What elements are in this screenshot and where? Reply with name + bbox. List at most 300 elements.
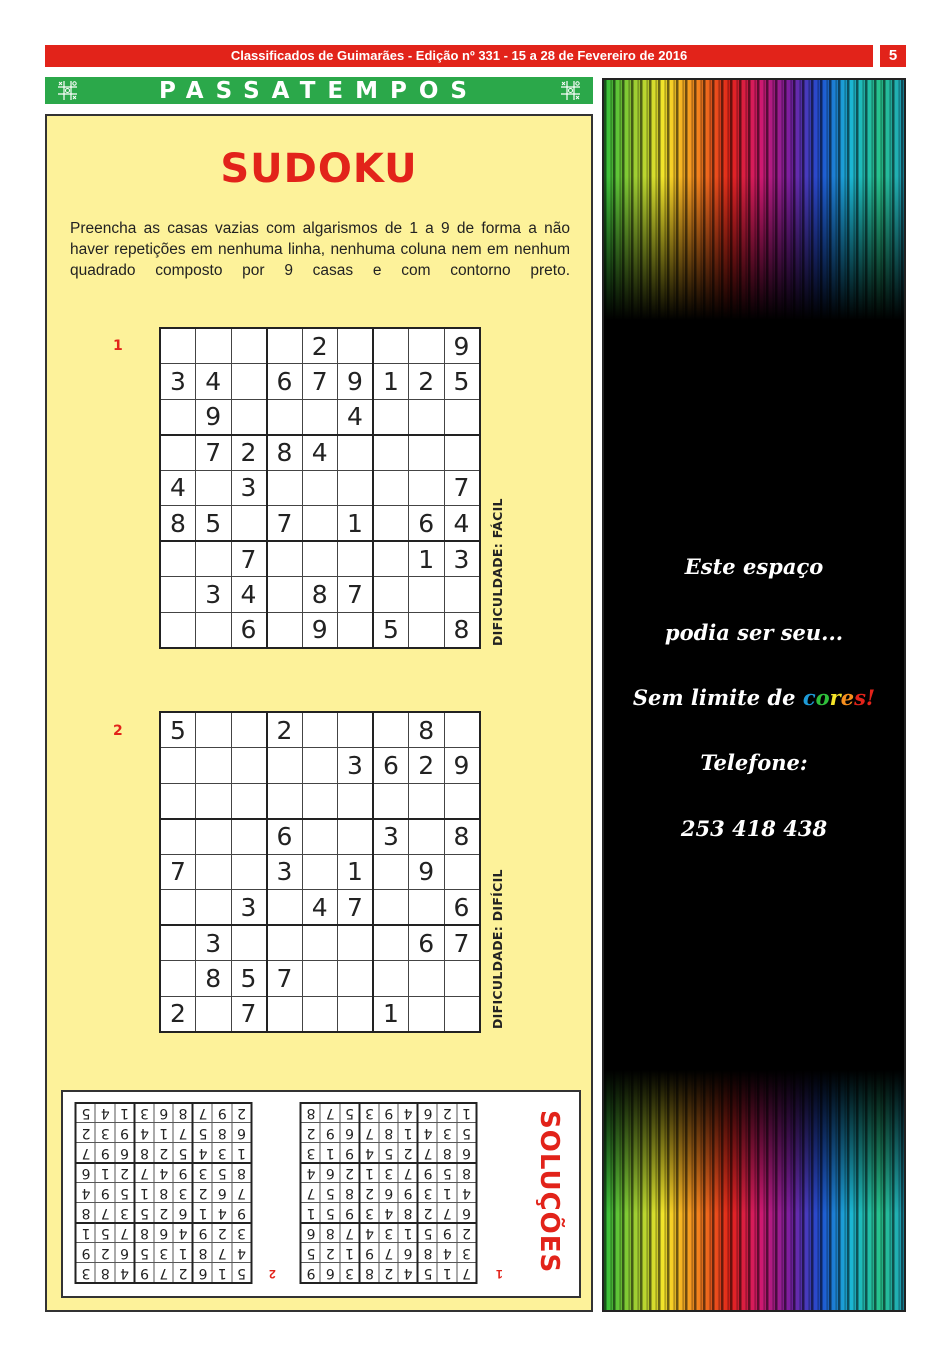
solution-cell: 8	[399, 1203, 419, 1223]
solution-cell: 8	[232, 1163, 252, 1183]
solution-cell: 2	[321, 1243, 341, 1263]
colorful-letter: s	[854, 685, 866, 710]
solution-cell: 2	[340, 1163, 360, 1183]
sudoku-cell	[196, 712, 232, 748]
sudoku-title: SUDOKU	[220, 146, 418, 192]
solution-cell: 9	[321, 1123, 341, 1143]
solution-cell: 7	[174, 1123, 194, 1143]
sudoku-cell: 3	[373, 819, 409, 855]
solution-cell: 9	[399, 1183, 419, 1203]
solution-cell: 1	[340, 1243, 360, 1263]
sudoku-cell	[302, 996, 338, 1032]
sudoku-cell: 4	[231, 577, 267, 613]
sudoku-cell	[409, 890, 445, 926]
solution-cell: 7	[321, 1103, 341, 1123]
sudoku-cell: 7	[267, 961, 303, 997]
solution-number: 2	[269, 1267, 276, 1281]
solution-cell: 6	[232, 1123, 252, 1143]
solution-cell: 4	[193, 1143, 213, 1163]
sudoku-cell: 3	[196, 577, 232, 613]
sudoku-cell	[409, 612, 445, 648]
sudoku-cell: 4	[338, 399, 374, 435]
header-text: Classificados de Guimarães - Edição nº 331 - 15 a 28 de Fevereiro de 2016	[230, 48, 688, 63]
solution-cell: 1	[301, 1203, 321, 1223]
sudoku-cell	[160, 577, 196, 613]
sudoku-cell	[373, 328, 409, 364]
sudoku-cell: 9	[196, 399, 232, 435]
sudoku-cell: 5	[231, 961, 267, 997]
solution-cell: 9	[76, 1243, 96, 1263]
solution-cell: 3	[301, 1143, 321, 1163]
sudoku-cell: 3	[196, 925, 232, 961]
sudoku-cell: 2	[409, 748, 445, 784]
solution-cell: 4	[418, 1123, 438, 1143]
solution-cell: 3	[438, 1123, 458, 1143]
sudoku-cell	[267, 470, 303, 506]
sudoku-cell: 2	[231, 435, 267, 471]
solution-cell: 3	[418, 1183, 438, 1203]
solution-cell: 8	[340, 1183, 360, 1203]
solution-cell: 4	[399, 1263, 419, 1283]
solution-cell: 8	[360, 1263, 380, 1283]
puzzle-number: 1	[113, 338, 123, 354]
sudoku-cell	[231, 748, 267, 784]
solution-cell: 1	[174, 1243, 194, 1263]
sudoku-cell: 9	[409, 854, 445, 890]
stripe-streaks-top	[604, 80, 904, 320]
solution-cell: 7	[115, 1223, 135, 1243]
solution-cell: 9	[340, 1203, 360, 1223]
sudoku-cell: 7	[338, 890, 374, 926]
sudoku-cell	[302, 399, 338, 435]
solution-cell: 3	[174, 1183, 194, 1203]
solution-1	[300, 1102, 478, 1284]
solution-cell: 4	[154, 1163, 174, 1183]
solution-cell: 5	[76, 1103, 96, 1123]
sudoku-cell	[338, 783, 374, 819]
solution-cell: 8	[135, 1143, 155, 1163]
sudoku-cell: 4	[302, 435, 338, 471]
sudoku-cell	[231, 712, 267, 748]
solution-cell: 5	[96, 1223, 116, 1243]
solution-cell: 6	[115, 1143, 135, 1163]
sudoku-panel: SUDOKU Preencha as casas vazias com algarismos de 1 a 9 de forma a não haver repetições em nenhuma linha, nenhuma coluna nem em nenhum quadrado composto por 9 casas e com contorno preto. 1 2 9 3 4 6 7 9 1 2 5 9 4 7 2 8 4 4 3 7 8 5 7 1 6 4 7 1 3 3 4 8 7 6 9 5 8 DIFICULDADE: FÁCIL 2 5 2 8 3 6 2 9 6 3 8 7 3 1 9 3 4 7 6 3 6 7 8 5 7 2 7 1 DIFICULDADE: DIFÍCIL 5 1 6 2 7 9 4 8 3 4 7 8 1 3 5 6 2 9 3 2 9 4 6 8 7 5 1 9 4 1 6 2 5 3 7 8 7 6 2 3 8 1 5 9 4 8 5 3 9 4 7 2 1 6 1 3 4 5 2 8 6 9 7 6 8 5 7 1 4 9 3 2 2 9 7 8 6 3 1 4 5 2 7 1 5 4 2 8 3 6 9 3 4 8 6 7 9 1 2 5 2 9 5 1 3 4 7 8 6 6 7 2 8 4 3 9 5 1 4 1 3 9 6 2 8 5 7 8 5 9 7 3 1 2 6 4 6 8 7 2 5 4 9 1 3 5 3 4 1 8 7 6 9 2 1 2 6 4 9 3 5 7 8 1 SOLUÇÕES	[45, 114, 593, 1312]
sudoku-cell	[338, 961, 374, 997]
solution-number: 1	[496, 1267, 503, 1281]
sudoku-cell: 9	[444, 328, 480, 364]
solution-cell: 7	[379, 1243, 399, 1263]
sudoku-cell	[444, 854, 480, 890]
solution-cell: 3	[213, 1143, 233, 1163]
solution-cell: 7	[96, 1203, 116, 1223]
sudoku-cell	[444, 399, 480, 435]
sudoku-cell	[267, 783, 303, 819]
solution-cell: 3	[76, 1263, 96, 1283]
sudoku-cell	[373, 712, 409, 748]
sudoku-cell: 2	[302, 328, 338, 364]
sudoku-cell	[196, 470, 232, 506]
ad-line-3-suffix: !	[865, 685, 876, 710]
sudoku-cell	[409, 328, 445, 364]
solution-cell: 5	[438, 1163, 458, 1183]
sudoku-cell: 7	[302, 364, 338, 400]
sudoku-cell: 6	[231, 612, 267, 648]
solution-cell: 9	[174, 1163, 194, 1183]
solution-cell: 3	[232, 1223, 252, 1243]
solution-cell: 6	[193, 1263, 213, 1283]
sudoku-cell	[373, 470, 409, 506]
solution-cell: 4	[399, 1103, 419, 1123]
solution-cell: 4	[457, 1183, 477, 1203]
sudoku-cell	[196, 541, 232, 577]
solution-cell: 1	[438, 1183, 458, 1203]
sudoku-cell	[444, 783, 480, 819]
sudoku-cell	[196, 854, 232, 890]
sudoku-cell	[302, 541, 338, 577]
solution-cell: 4	[301, 1163, 321, 1183]
solution-cell: 2	[399, 1143, 419, 1163]
solution-grid-1	[300, 1102, 478, 1284]
stripe-streaks-bottom	[604, 1070, 904, 1310]
sudoku-cell	[338, 819, 374, 855]
sudoku-cell	[373, 890, 409, 926]
solution-cell: 8	[379, 1123, 399, 1143]
sudoku-cell	[196, 890, 232, 926]
colorful-letter: c	[802, 685, 816, 710]
solution-cell: 7	[438, 1203, 458, 1223]
solution-cell: 5	[301, 1243, 321, 1263]
section-title: PASSATEMPOS	[159, 78, 479, 104]
solution-cell: 6	[418, 1103, 438, 1123]
sudoku-cell: 4	[444, 506, 480, 542]
sudoku-cell: 6	[409, 925, 445, 961]
sudoku-cell	[160, 328, 196, 364]
sudoku-cell	[231, 399, 267, 435]
solution-cell: 8	[213, 1123, 233, 1143]
solution-cell: 2	[457, 1223, 477, 1243]
solution-cell: 8	[154, 1183, 174, 1203]
colorful-word	[803, 685, 866, 710]
solution-cell: 3	[115, 1203, 135, 1223]
solution-cell: 6	[379, 1183, 399, 1203]
sudoku-cell	[160, 819, 196, 855]
sudoku-cell	[267, 925, 303, 961]
sudoku-cell: 7	[267, 506, 303, 542]
sudoku-cell	[444, 961, 480, 997]
solution-cell: 1	[321, 1143, 341, 1163]
solution-cell: 5	[135, 1203, 155, 1223]
sudoku-cell: 6	[267, 364, 303, 400]
sudoku-cell: 2	[160, 996, 196, 1032]
solution-cell: 2	[115, 1163, 135, 1183]
sudoku-cell	[160, 783, 196, 819]
sudoku-cell	[231, 925, 267, 961]
sudoku-cell: 5	[160, 712, 196, 748]
solution-cell: 1	[457, 1103, 477, 1123]
sudoku-cell	[160, 399, 196, 435]
solution-cell: 6	[154, 1103, 174, 1123]
solution-cell: 3	[360, 1203, 380, 1223]
solution-cell: 9	[379, 1103, 399, 1123]
sudoku-cell	[267, 541, 303, 577]
sudoku-cell: 9	[338, 364, 374, 400]
solution-cell: 5	[213, 1163, 233, 1183]
solution-cell: 1	[76, 1223, 96, 1243]
sudoku-cell	[196, 328, 232, 364]
sudoku-cell	[196, 748, 232, 784]
sudoku-cell: 6	[373, 748, 409, 784]
sudoku-cell: 3	[338, 748, 374, 784]
sudoku-cell	[373, 541, 409, 577]
solution-cell: 5	[232, 1263, 252, 1283]
solution-cell: 3	[379, 1223, 399, 1243]
sudoku-cell: 3	[160, 364, 196, 400]
sudoku-cell	[373, 399, 409, 435]
solution-cell: 7	[154, 1263, 174, 1283]
sudoku-cell: 2	[409, 364, 445, 400]
ad-phone-number: 253 418 438	[680, 816, 828, 841]
solution-cell: 1	[96, 1163, 116, 1183]
solution-cell: 5	[174, 1143, 194, 1163]
solution-cell: 9	[115, 1123, 135, 1143]
solution-cell: 4	[174, 1223, 194, 1243]
sudoku-cell: 6	[267, 819, 303, 855]
solution-cell: 3	[457, 1243, 477, 1263]
solution-cell: 6	[321, 1263, 341, 1283]
sudoku-cell: 7	[196, 435, 232, 471]
solution-cell: 5	[418, 1263, 438, 1283]
page-number: 5	[880, 45, 906, 67]
sudoku-grid-2	[159, 711, 481, 1033]
solution-cell: 2	[438, 1103, 458, 1123]
sudoku-grid-1	[159, 327, 481, 649]
sudoku-cell	[302, 819, 338, 855]
solution-cell: 5	[193, 1123, 213, 1143]
solution-cell: 1	[232, 1143, 252, 1163]
solution-cell: 1	[399, 1123, 419, 1143]
solution-cell: 3	[96, 1123, 116, 1143]
sudoku-cell	[409, 996, 445, 1032]
sudoku-cell: 1	[409, 541, 445, 577]
sudoku-cell	[409, 783, 445, 819]
sudoku-cell	[373, 925, 409, 961]
solution-cell: 3	[193, 1163, 213, 1183]
ad-line-3-prefix: Sem limite de	[632, 685, 803, 710]
solution-cell: 6	[154, 1223, 174, 1243]
sudoku-cell	[302, 506, 338, 542]
sudoku-cell	[373, 577, 409, 613]
sudoku-cell: 3	[231, 890, 267, 926]
sudoku-cell	[267, 748, 303, 784]
solution-cell: 3	[340, 1263, 360, 1283]
solution-cell: 9	[301, 1263, 321, 1283]
solution-cell: 4	[213, 1203, 233, 1223]
solution-cell: 2	[193, 1183, 213, 1203]
sudoku-cell: 7	[444, 925, 480, 961]
solution-cell: 4	[96, 1103, 116, 1123]
sudoku-cell: 9	[444, 748, 480, 784]
sudoku-cell	[196, 612, 232, 648]
sudoku-cell: 8	[267, 435, 303, 471]
sudoku-cell	[444, 577, 480, 613]
sudoku-cell: 8	[444, 612, 480, 648]
sudoku-cell: 1	[373, 364, 409, 400]
sudoku-cell: 8	[196, 961, 232, 997]
solution-cell: 2	[418, 1203, 438, 1223]
solution-cell: 8	[96, 1263, 116, 1283]
sudoku-cell: 6	[444, 890, 480, 926]
sudoku-cell: 2	[267, 712, 303, 748]
solution-cell: 8	[457, 1163, 477, 1183]
sudoku-cell	[373, 783, 409, 819]
sudoku-cell: 3	[444, 541, 480, 577]
solution-cell: 5	[321, 1183, 341, 1203]
sudoku-cell	[444, 435, 480, 471]
solution-cell: 3	[379, 1163, 399, 1183]
sudoku-cell	[267, 577, 303, 613]
tic-tac-toe-icon	[560, 80, 581, 101]
colorful-letter: e	[840, 685, 855, 710]
sudoku-cell: 7	[231, 996, 267, 1032]
solution-cell: 3	[154, 1243, 174, 1263]
solutions-box: 5 1 6 2 7 9 4 8 3 4 7 8 1 3 5 6 2 9 3 2 9 4 6 8 7 5 1 9 4 1 6 2 5 3 7 8 7 6 2 3 8 1 5 9 4 8 5 3 9 4 7 2 1 6 1 3 4 5 2 8 6 9 7 6 8 5 7 1 4 9 3 2 2 9 7 8 6 3 1 4 5 2 7 1 5 4 2 8 3 6 9 3 4 8 6 7 9 1 2 5 2 9 5 1 3 4 7 8 6 6 7 2 8 4 3 9 5 1 4 1 3 9 6 2 8 5 7 8 5 9 7 3 1 2 6 4 6 8 7 2 5 4 9 1 3 5 3 4 1 8 7 6 9 2 1 2 6 4 9 3 5 7 8 1 SOLUÇÕES	[61, 1090, 581, 1298]
sudoku-cell	[373, 506, 409, 542]
solution-cell: 6	[321, 1163, 341, 1183]
sudoku-cell	[409, 435, 445, 471]
solution-cell: 1	[360, 1163, 380, 1183]
sudoku-cell	[160, 435, 196, 471]
solution-cell: 6	[213, 1183, 233, 1203]
sudoku-cell	[160, 961, 196, 997]
solution-2	[75, 1102, 253, 1284]
sudoku-cell: 8	[409, 712, 445, 748]
solution-cell: 8	[438, 1143, 458, 1163]
sudoku-cell: 8	[444, 819, 480, 855]
solution-cell: 9	[96, 1183, 116, 1203]
solution-cell: 5	[418, 1223, 438, 1243]
sudoku-cell	[160, 748, 196, 784]
sudoku-cell: 3	[231, 470, 267, 506]
solution-grid-2	[75, 1102, 253, 1284]
ad-phone-label: Telefone:	[700, 750, 808, 775]
solution-cell: 2	[174, 1263, 194, 1283]
sudoku-cell	[160, 925, 196, 961]
sudoku-cell	[231, 364, 267, 400]
solution-cell: 9	[135, 1263, 155, 1283]
solution-cell: 6	[174, 1203, 194, 1223]
solution-cell: 9	[438, 1223, 458, 1243]
sudoku-cell: 5	[373, 612, 409, 648]
solution-cell: 8	[418, 1243, 438, 1263]
sudoku-cell: 5	[196, 506, 232, 542]
sudoku-cell	[267, 612, 303, 648]
solution-cell: 5	[457, 1123, 477, 1143]
sudoku-cell: 5	[444, 364, 480, 400]
solution-cell: 9	[96, 1143, 116, 1163]
solution-cell: 6	[115, 1243, 135, 1263]
solution-cell: 4	[232, 1243, 252, 1263]
solution-cell: 8	[301, 1103, 321, 1123]
sudoku-cell: 1	[338, 506, 374, 542]
solution-cell: 2	[154, 1203, 174, 1223]
sudoku-cell: 8	[302, 577, 338, 613]
advertisement-panel	[602, 78, 906, 1312]
solution-cell: 7	[457, 1263, 477, 1283]
sudoku-cell: 1	[373, 996, 409, 1032]
sudoku-cell	[302, 961, 338, 997]
sudoku-cell	[409, 819, 445, 855]
solution-cell: 8	[193, 1243, 213, 1263]
solution-cell: 6	[457, 1143, 477, 1163]
solution-cell: 2	[232, 1103, 252, 1123]
solution-cell: 6	[457, 1203, 477, 1223]
solution-cell: 6	[399, 1243, 419, 1263]
sudoku-cell	[231, 854, 267, 890]
solution-cell: 4	[76, 1183, 96, 1203]
solution-cell: 2	[213, 1223, 233, 1243]
solution-cell: 7	[301, 1183, 321, 1203]
sudoku-cell	[338, 925, 374, 961]
sudoku-cell	[338, 470, 374, 506]
solution-cell: 9	[193, 1223, 213, 1243]
sudoku-cell: 7	[160, 854, 196, 890]
solution-cell: 8	[135, 1223, 155, 1243]
solution-cell: 5	[379, 1143, 399, 1163]
sudoku-cell: 4	[160, 470, 196, 506]
solution-cell: 7	[232, 1183, 252, 1203]
sudoku-cell	[196, 783, 232, 819]
sudoku-cell	[302, 712, 338, 748]
solution-cell: 2	[301, 1123, 321, 1143]
solution-cell: 8	[76, 1203, 96, 1223]
solution-cell: 8	[321, 1223, 341, 1243]
sudoku-cell: 6	[409, 506, 445, 542]
solution-cell: 7	[135, 1163, 155, 1183]
sudoku-cell: 7	[444, 470, 480, 506]
sudoku-cell: 1	[338, 854, 374, 890]
solution-cell: 1	[154, 1123, 174, 1143]
sudoku-cell: 8	[160, 506, 196, 542]
sudoku-cell	[409, 577, 445, 613]
solution-cell: 4	[115, 1263, 135, 1283]
solution-cell: 4	[438, 1243, 458, 1263]
solution-cell: 9	[340, 1143, 360, 1163]
sudoku-cell	[160, 541, 196, 577]
solution-cell: 2	[96, 1243, 116, 1263]
sudoku-cell	[338, 996, 374, 1032]
solution-cell: 4	[360, 1223, 380, 1243]
sudoku-cell	[267, 890, 303, 926]
sudoku-cell	[338, 541, 374, 577]
solution-cell: 2	[360, 1183, 380, 1203]
sudoku-cell	[231, 819, 267, 855]
solution-cell: 3	[360, 1103, 380, 1123]
solution-cell: 9	[360, 1243, 380, 1263]
solution-cell: 3	[135, 1103, 155, 1123]
solution-cell: 5	[135, 1243, 155, 1263]
sudoku-cell	[267, 328, 303, 364]
sudoku-cell	[338, 612, 374, 648]
solution-cell: 9	[418, 1163, 438, 1183]
sudoku-cell	[231, 783, 267, 819]
sudoku-cell	[409, 470, 445, 506]
solution-cell: 7	[399, 1163, 419, 1183]
ad-line-3	[604, 685, 904, 710]
sudoku-cell: 7	[231, 541, 267, 577]
solution-cell: 1	[135, 1183, 155, 1203]
sudoku-cell: 4	[196, 364, 232, 400]
solution-cell: 6	[301, 1223, 321, 1243]
